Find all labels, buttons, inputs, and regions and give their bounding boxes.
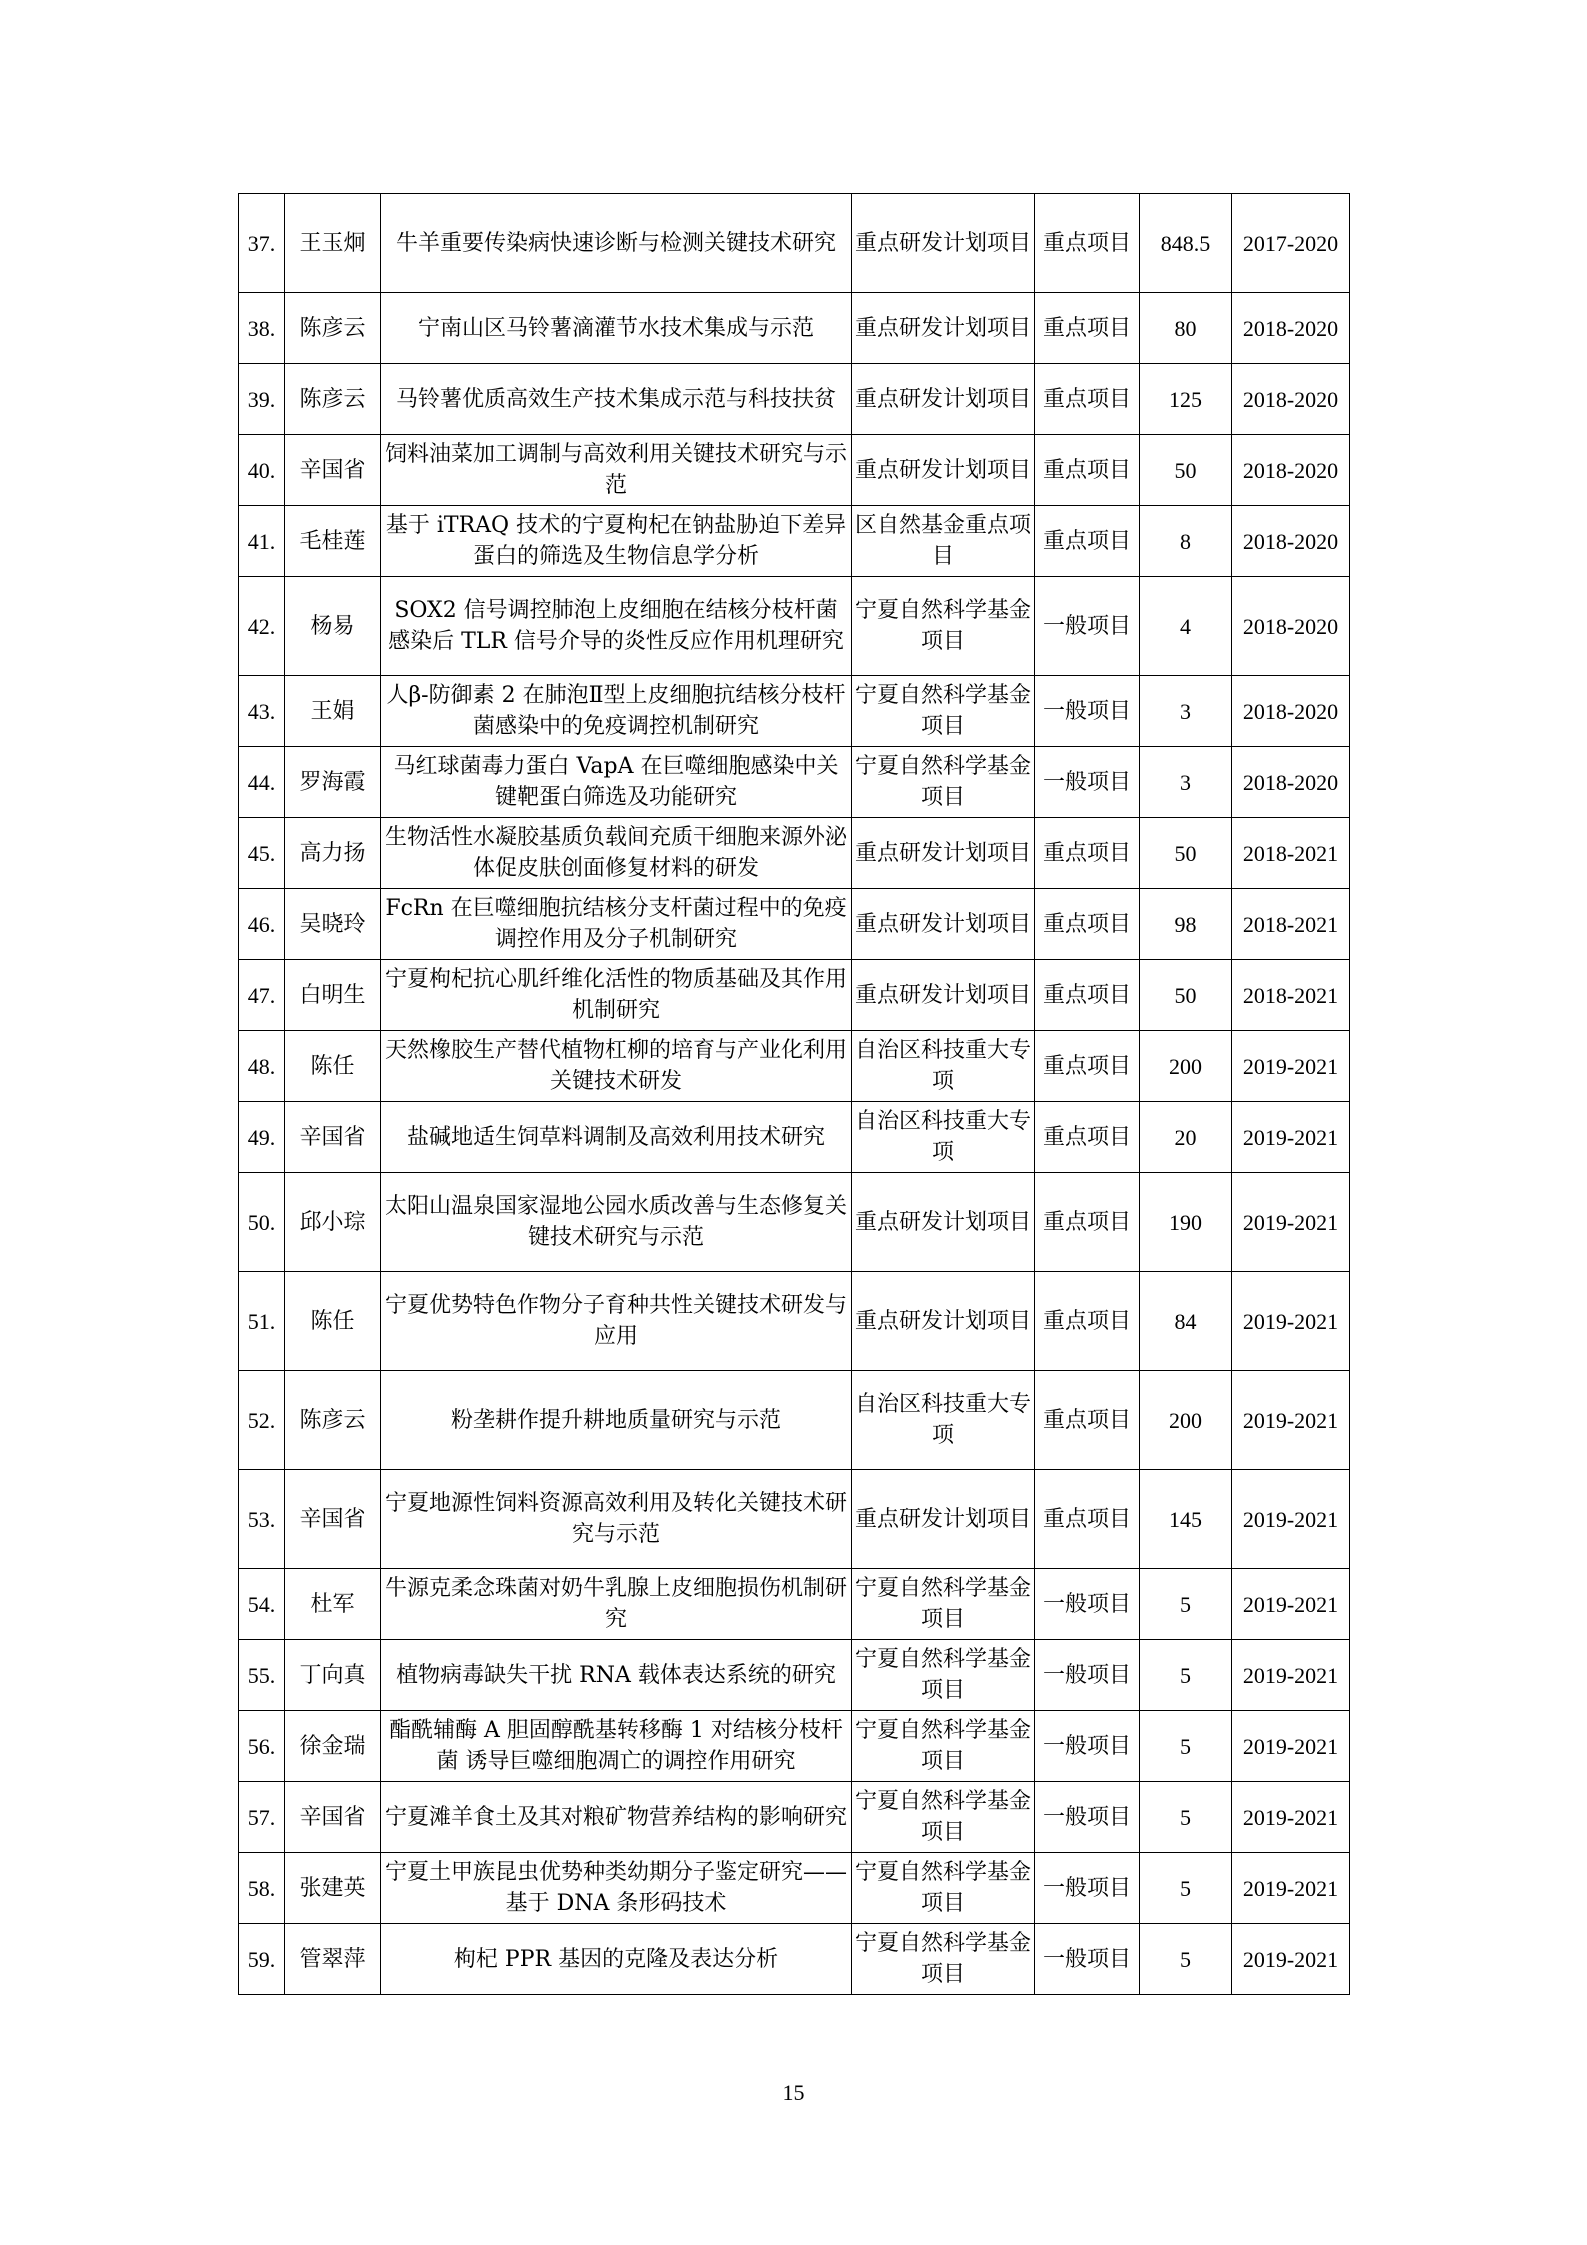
project-period: 2018-2020 — [1232, 676, 1350, 747]
funding-amount: 200 — [1140, 1031, 1232, 1102]
row-number: 55. — [239, 1640, 285, 1711]
table-row — [239, 1031, 1350, 1102]
row-number: 46. — [239, 889, 285, 960]
project-category: 重点项目 — [1035, 960, 1140, 1031]
investigator-name: 辛国省 — [285, 1782, 381, 1853]
funding-amount: 4 — [1140, 577, 1232, 676]
funding-amount: 3 — [1140, 747, 1232, 818]
funding-amount: 20 — [1140, 1102, 1232, 1173]
funding-amount: 5 — [1140, 1569, 1232, 1640]
row-number: 38. — [239, 293, 285, 364]
project-category: 一般项目 — [1035, 747, 1140, 818]
project-source: 宁夏自然科学基金项目 — [852, 577, 1035, 676]
project-period: 2018-2020 — [1232, 293, 1350, 364]
project-source: 宁夏自然科学基金项目 — [852, 1569, 1035, 1640]
row-number: 47. — [239, 960, 285, 1031]
project-title: FcRn 在巨噬细胞抗结核分支杆菌过程中的免疫调控作用及分子机制研究 — [381, 889, 852, 960]
project-title: 宁夏土甲族昆虫优势种类幼期分子鉴定研究——基于 DNA 条形码技术 — [381, 1853, 852, 1924]
funding-amount: 5 — [1140, 1711, 1232, 1782]
project-period: 2019-2021 — [1232, 1640, 1350, 1711]
investigator-name: 陈任 — [285, 1272, 381, 1371]
project-source: 重点研发计划项目 — [852, 818, 1035, 889]
project-period: 2018-2021 — [1232, 889, 1350, 960]
funding-amount: 5 — [1140, 1782, 1232, 1853]
project-period: 2018-2020 — [1232, 435, 1350, 506]
project-period: 2018-2020 — [1232, 747, 1350, 818]
project-title: 盐碱地适生饲草料调制及高效利用技术研究 — [381, 1102, 852, 1173]
investigator-name: 毛桂莲 — [285, 506, 381, 577]
project-category: 一般项目 — [1035, 676, 1140, 747]
investigator-name: 高力扬 — [285, 818, 381, 889]
project-category: 一般项目 — [1035, 1569, 1140, 1640]
project-period: 2019-2021 — [1232, 1924, 1350, 1995]
funding-amount: 50 — [1140, 960, 1232, 1031]
project-category: 重点项目 — [1035, 364, 1140, 435]
project-source: 重点研发计划项目 — [852, 194, 1035, 293]
funding-amount: 5 — [1140, 1640, 1232, 1711]
project-source: 重点研发计划项目 — [852, 364, 1035, 435]
project-title: 马铃薯优质高效生产技术集成示范与科技扶贫 — [381, 364, 852, 435]
project-title: 宁夏滩羊食土及其对粮矿物营养结构的影响研究 — [381, 1782, 852, 1853]
project-category: 重点项目 — [1035, 1031, 1140, 1102]
project-title: 粉垄耕作提升耕地质量研究与示范 — [381, 1371, 852, 1470]
row-number: 53. — [239, 1470, 285, 1569]
project-category: 一般项目 — [1035, 1853, 1140, 1924]
funding-amount: 98 — [1140, 889, 1232, 960]
project-category: 一般项目 — [1035, 1782, 1140, 1853]
investigator-name: 辛国省 — [285, 1102, 381, 1173]
page-number: 15 — [782, 2080, 805, 2105]
project-category: 一般项目 — [1035, 1924, 1140, 1995]
project-title: 宁夏优势特色作物分子育种共性关键技术研发与应用 — [381, 1272, 852, 1371]
row-number: 57. — [239, 1782, 285, 1853]
funding-amount: 80 — [1140, 293, 1232, 364]
table-row — [239, 1272, 1350, 1371]
investigator-name: 徐金瑞 — [285, 1711, 381, 1782]
project-source: 宁夏自然科学基金项目 — [852, 1711, 1035, 1782]
row-number: 40. — [239, 435, 285, 506]
row-number: 45. — [239, 818, 285, 889]
project-category: 一般项目 — [1035, 577, 1140, 676]
table-row — [239, 1782, 1350, 1853]
project-period: 2018-2020 — [1232, 577, 1350, 676]
project-title: 植物病毒缺失干扰 RNA 载体表达系统的研究 — [381, 1640, 852, 1711]
project-title: SOX2 信号调控肺泡上皮细胞在结核分枝杆菌感染后 TLR 信号介导的炎性反应作用机理研究 — [381, 577, 852, 676]
table-row — [239, 1470, 1350, 1569]
project-period: 2018-2020 — [1232, 506, 1350, 577]
project-category: 重点项目 — [1035, 435, 1140, 506]
project-period: 2019-2021 — [1232, 1173, 1350, 1272]
investigator-name: 陈彦云 — [285, 1371, 381, 1470]
investigator-name: 王娟 — [285, 676, 381, 747]
investigator-name: 白明生 — [285, 960, 381, 1031]
funding-amount: 50 — [1140, 818, 1232, 889]
table-row — [239, 889, 1350, 960]
project-category: 重点项目 — [1035, 1173, 1140, 1272]
project-period: 2019-2021 — [1232, 1569, 1350, 1640]
investigator-name: 陈彦云 — [285, 293, 381, 364]
project-period: 2019-2021 — [1232, 1102, 1350, 1173]
row-number: 59. — [239, 1924, 285, 1995]
project-source: 重点研发计划项目 — [852, 293, 1035, 364]
funding-amount: 145 — [1140, 1470, 1232, 1569]
row-number: 44. — [239, 747, 285, 818]
investigator-name: 邱小琮 — [285, 1173, 381, 1272]
table-row — [239, 1102, 1350, 1173]
project-source: 宁夏自然科学基金项目 — [852, 1853, 1035, 1924]
investigator-name: 罗海霞 — [285, 747, 381, 818]
project-source: 区自然基金重点项目 — [852, 506, 1035, 577]
investigator-name: 张建英 — [285, 1853, 381, 1924]
project-category: 重点项目 — [1035, 818, 1140, 889]
funding-amount: 8 — [1140, 506, 1232, 577]
project-title: 天然橡胶生产替代植物杠柳的培育与产业化利用关键技术研发 — [381, 1031, 852, 1102]
project-title: 宁南山区马铃薯滴灌节水技术集成与示范 — [381, 293, 852, 364]
project-source: 重点研发计划项目 — [852, 1470, 1035, 1569]
funding-amount: 200 — [1140, 1371, 1232, 1470]
table-row — [239, 1371, 1350, 1470]
investigator-name: 王玉炯 — [285, 194, 381, 293]
funding-amount: 190 — [1140, 1173, 1232, 1272]
investigator-name: 丁向真 — [285, 1640, 381, 1711]
row-number: 39. — [239, 364, 285, 435]
project-period: 2019-2021 — [1232, 1853, 1350, 1924]
row-number: 37. — [239, 194, 285, 293]
table-row — [239, 194, 1350, 293]
funding-amount: 3 — [1140, 676, 1232, 747]
grants-table — [238, 193, 1350, 1995]
investigator-name: 辛国省 — [285, 1470, 381, 1569]
project-category: 重点项目 — [1035, 889, 1140, 960]
project-source: 宁夏自然科学基金项目 — [852, 1924, 1035, 1995]
table-row — [239, 1569, 1350, 1640]
project-title: 牛羊重要传染病快速诊断与检测关键技术研究 — [381, 194, 852, 293]
row-number: 48. — [239, 1031, 285, 1102]
investigator-name: 吴晓玲 — [285, 889, 381, 960]
project-period: 2019-2021 — [1232, 1371, 1350, 1470]
project-source: 宁夏自然科学基金项目 — [852, 747, 1035, 818]
table-row — [239, 1853, 1350, 1924]
project-category: 重点项目 — [1035, 1272, 1140, 1371]
project-category: 重点项目 — [1035, 1102, 1140, 1173]
funding-amount: 50 — [1140, 435, 1232, 506]
project-title: 宁夏枸杞抗心肌纤维化活性的物质基础及其作用机制研究 — [381, 960, 852, 1031]
project-source: 重点研发计划项目 — [852, 435, 1035, 506]
project-title: 基于 iTRAQ 技术的宁夏枸杞在钠盐胁迫下差异蛋白的筛选及生物信息学分析 — [381, 506, 852, 577]
table-row — [239, 1711, 1350, 1782]
project-source: 重点研发计划项目 — [852, 1272, 1035, 1371]
row-number: 49. — [239, 1102, 285, 1173]
table-row — [239, 1173, 1350, 1272]
project-period: 2019-2021 — [1232, 1272, 1350, 1371]
project-period: 2018-2020 — [1232, 364, 1350, 435]
funding-amount: 125 — [1140, 364, 1232, 435]
grants-table-body — [239, 194, 1350, 1995]
project-period: 2019-2021 — [1232, 1470, 1350, 1569]
project-source: 宁夏自然科学基金项目 — [852, 1782, 1035, 1853]
project-title: 牛源克柔念珠菌对奶牛乳腺上皮细胞损伤机制研究 — [381, 1569, 852, 1640]
row-number: 52. — [239, 1371, 285, 1470]
table-row — [239, 506, 1350, 577]
project-source: 宁夏自然科学基金项目 — [852, 1640, 1035, 1711]
project-category: 一般项目 — [1035, 1640, 1140, 1711]
table-row — [239, 1640, 1350, 1711]
investigator-name: 杜军 — [285, 1569, 381, 1640]
table-row — [239, 960, 1350, 1031]
table-row — [239, 364, 1350, 435]
project-category: 一般项目 — [1035, 1711, 1140, 1782]
project-source: 自治区科技重大专项 — [852, 1102, 1035, 1173]
project-title: 饲料油菜加工调制与高效利用关键技术研究与示范 — [381, 435, 852, 506]
row-number: 58. — [239, 1853, 285, 1924]
project-period: 2017-2020 — [1232, 194, 1350, 293]
investigator-name: 管翠萍 — [285, 1924, 381, 1995]
investigator-name: 辛国省 — [285, 435, 381, 506]
table-row — [239, 676, 1350, 747]
investigator-name: 陈任 — [285, 1031, 381, 1102]
project-source: 重点研发计划项目 — [852, 960, 1035, 1031]
funding-amount: 848.5 — [1140, 194, 1232, 293]
funding-amount: 5 — [1140, 1924, 1232, 1995]
project-source: 自治区科技重大专项 — [852, 1371, 1035, 1470]
project-category: 重点项目 — [1035, 506, 1140, 577]
table-row — [239, 818, 1350, 889]
project-title: 酯酰辅酶 A 胆固醇酰基转移酶 1 对结核分枝杆菌 诱导巨噬细胞凋亡的调控作用研究 — [381, 1711, 852, 1782]
row-number: 43. — [239, 676, 285, 747]
row-number: 42. — [239, 577, 285, 676]
project-title: 马红球菌毒力蛋白 VapA 在巨噬细胞感染中关键靶蛋白筛选及功能研究 — [381, 747, 852, 818]
row-number: 51. — [239, 1272, 285, 1371]
funding-amount: 5 — [1140, 1853, 1232, 1924]
project-title: 生物活性水凝胶基质负载间充质干细胞来源外泌体促皮肤创面修复材料的研发 — [381, 818, 852, 889]
project-category: 重点项目 — [1035, 1371, 1140, 1470]
project-title: 宁夏地源性饲料资源高效利用及转化关键技术研究与示范 — [381, 1470, 852, 1569]
investigator-name: 陈彦云 — [285, 364, 381, 435]
project-period: 2018-2021 — [1232, 818, 1350, 889]
project-title: 枸杞 PPR 基因的克隆及表达分析 — [381, 1924, 852, 1995]
project-source: 宁夏自然科学基金项目 — [852, 676, 1035, 747]
project-title: 人β-防御素 2 在肺泡Ⅱ型上皮细胞抗结核分枝杆菌感染中的免疫调控机制研究 — [381, 676, 852, 747]
table-row — [239, 293, 1350, 364]
project-period: 2019-2021 — [1232, 1711, 1350, 1782]
project-source: 重点研发计划项目 — [852, 1173, 1035, 1272]
row-number: 41. — [239, 506, 285, 577]
row-number: 56. — [239, 1711, 285, 1782]
table-row — [239, 577, 1350, 676]
table-row — [239, 747, 1350, 818]
project-source: 重点研发计划项目 — [852, 889, 1035, 960]
investigator-name: 杨易 — [285, 577, 381, 676]
row-number: 54. — [239, 1569, 285, 1640]
project-period: 2019-2021 — [1232, 1031, 1350, 1102]
project-period: 2019-2021 — [1232, 1782, 1350, 1853]
table-row — [239, 435, 1350, 506]
row-number: 50. — [239, 1173, 285, 1272]
funding-amount: 84 — [1140, 1272, 1232, 1371]
project-category: 重点项目 — [1035, 194, 1140, 293]
table-row — [239, 1924, 1350, 1995]
project-period: 2018-2021 — [1232, 960, 1350, 1031]
project-category: 重点项目 — [1035, 293, 1140, 364]
project-category: 重点项目 — [1035, 1470, 1140, 1569]
project-title: 太阳山温泉国家湿地公园水质改善与生态修复关键技术研究与示范 — [381, 1173, 852, 1272]
project-source: 自治区科技重大专项 — [852, 1031, 1035, 1102]
